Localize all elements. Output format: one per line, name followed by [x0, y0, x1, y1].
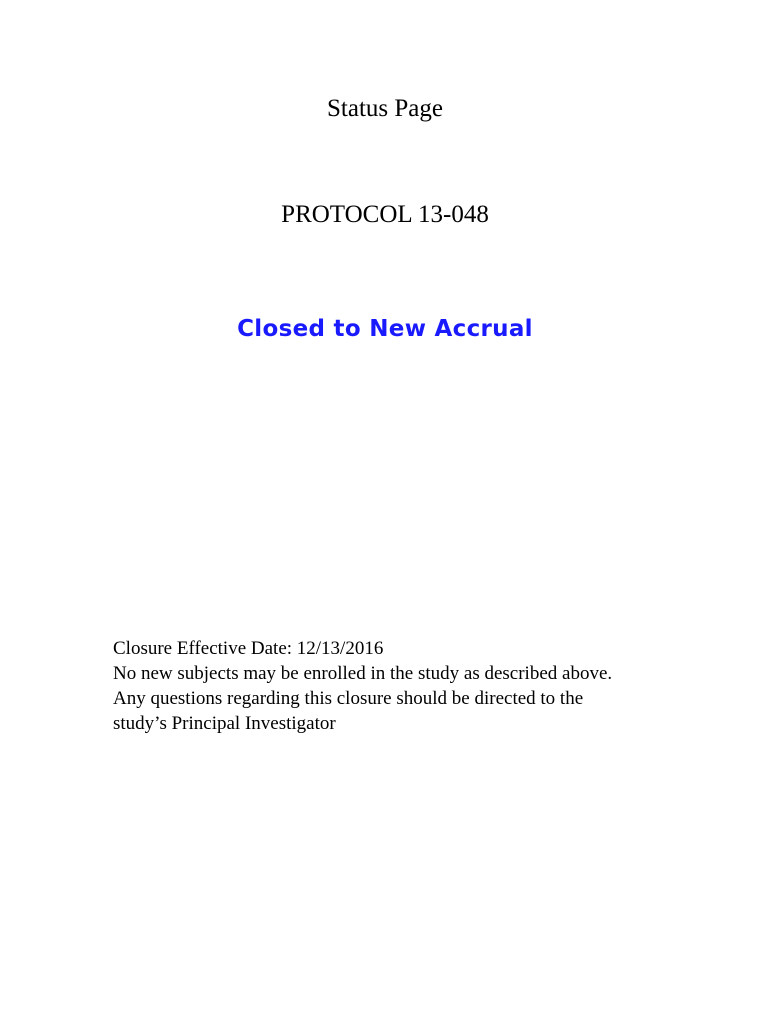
enrollment-notice-line: No new subjects may be enrolled in the study as described above. [113, 663, 613, 684]
protocol-number: PROTOCOL 13-048 [281, 201, 489, 228]
status-heading: Closed to New Accrual [237, 316, 533, 342]
closure-notice [113, 636, 713, 736]
questions-line: Any questions regarding this closure should be directed to the [113, 688, 584, 709]
closure-date-line: Closure Effective Date: 12/13/2016 [113, 638, 384, 659]
page-title: Status Page [327, 95, 443, 122]
investigator-line: study’s Principal Investigator [113, 713, 336, 734]
